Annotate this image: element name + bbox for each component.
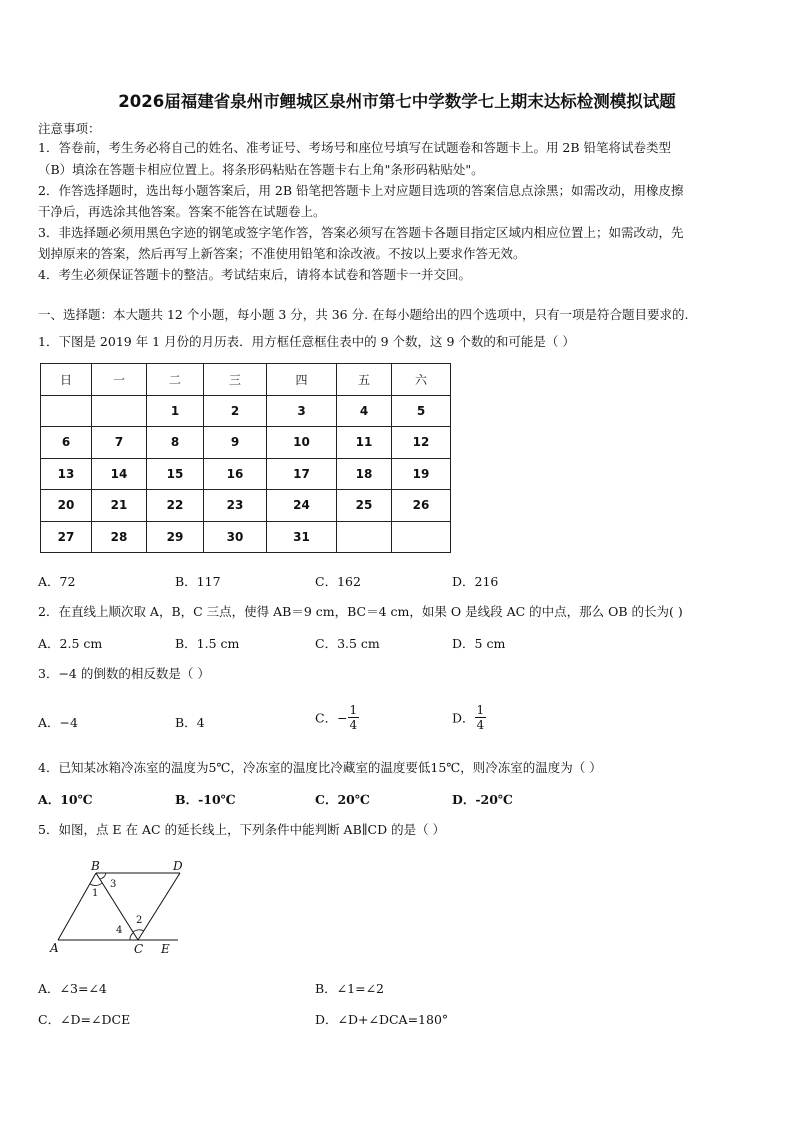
notice-item: 3．非选择题必须用黑色字迹的钢笔或签字笔作答，答案必须写在答题卡各题目指定区域内相应位置上；如需改动，先 [38, 225, 684, 240]
calendar-cell: 21 [92, 490, 147, 522]
option-d [452, 703, 486, 732]
option-b: B．4 [175, 715, 205, 730]
option-d: D．5 cm [452, 636, 506, 651]
calendar-row [41, 490, 451, 522]
geometry-figure [48, 855, 208, 959]
notice-item: 4．考生必须保证答题卡的整洁。考试结束后，请将本试卷和答题卡一并交回。 [38, 267, 471, 282]
calendar-cell: 23 [204, 490, 267, 522]
calendar-cell: 20 [41, 490, 92, 522]
calendar-cell: 14 [92, 458, 147, 490]
calendar-cell: 31 [267, 521, 337, 553]
calendar-cell: 17 [267, 458, 337, 490]
option-c: C．∠D=∠DCE [38, 1012, 131, 1027]
fraction-numerator: 1 [349, 703, 358, 717]
calendar-row [41, 427, 451, 459]
calendar-header-cell: 日 [41, 364, 92, 396]
angle-arc-1 [90, 883, 102, 886]
calendar-header-cell: 二 [147, 364, 204, 396]
calendar-cell: 29 [147, 521, 204, 553]
calendar-cell: 13 [41, 458, 92, 490]
angle-arc-4 [130, 933, 133, 940]
notice-item: 1．答卷前，考生务必将自己的姓名、准考证号、考场号和座位号填写在试题卷和答题卡上。用 2B 铅笔将试卷类型 [38, 140, 672, 155]
option-a: A．10℃ [38, 792, 93, 807]
calendar-cell [92, 395, 147, 427]
option-a: A．72 [38, 574, 76, 589]
calendar-cell: 7 [92, 427, 147, 459]
notice-item: 划掉原来的答案，然后再写上新答案；不准使用铅笔和涂改液。不按以上要求作答无效。 [38, 246, 526, 261]
option-c [315, 703, 359, 732]
angle-label-1: 1 [92, 888, 99, 899]
fraction-numerator: 1 [476, 703, 485, 717]
calendar-cell: 8 [147, 427, 204, 459]
option-a: A．2.5 cm [38, 636, 103, 651]
question-1-text: 1．下图是 2019 年 1 月份的月历表．用方框任意框住表中的 9 个数，这 9 个数的和可能是（ ） [38, 334, 575, 349]
question-2-text: 2．在直线上顺次取 A，B，C 三点，使得 AB＝9 cm，BC＝4 cm，如果 O 是线段 AC 的中点，那么 OB 的长为( ) [38, 604, 683, 619]
calendar-cell: 30 [204, 521, 267, 553]
fraction-denominator: 4 [349, 718, 358, 732]
point-label-b: B [91, 859, 100, 873]
option-b: B．117 [175, 574, 221, 589]
notice-item: （B）填涂在答题卡相应位置上。将条形码粘贴在答题卡右上角"条形码粘贴处"。 [38, 162, 484, 177]
notice-item: 2．作答选择题时，选出每小题答案后，用 2B 铅笔把答题卡上对应题目选项的答案信息点涂黑；如需改动，用橡皮擦 [38, 183, 684, 198]
option-d: D．-20℃ [452, 792, 513, 807]
calendar-cell: 25 [337, 490, 392, 522]
option-b: B．∠1=∠2 [315, 981, 385, 996]
calendar-cell: 11 [337, 427, 392, 459]
option-d-prefix: D． [452, 710, 475, 726]
calendar-header-cell: 六 [392, 364, 451, 396]
segment-cd [138, 873, 180, 940]
angle-arc-3 [100, 873, 106, 879]
point-label-e: E [161, 942, 170, 956]
option-c: C．20℃ [315, 792, 370, 807]
calendar-cell: 27 [41, 521, 92, 553]
page-title: 2026届福建省泉州市鲤城区泉州市第七中学数学七上期末达标检测模拟试题 [118, 92, 676, 111]
notice-item: 干净后，再选涂其他答案。答案不能答在试题卷上。 [38, 204, 326, 219]
calendar-cell: 28 [92, 521, 147, 553]
calendar-cell [337, 521, 392, 553]
angle-label-4: 4 [116, 925, 123, 936]
calendar-cell: 26 [392, 490, 451, 522]
option-d: D．∠D+∠DCA=180° [315, 1012, 449, 1027]
angle-label-3: 3 [110, 879, 117, 890]
notice-label: 注意事项： [38, 121, 101, 136]
calendar-cell: 18 [337, 458, 392, 490]
question-3-text: 3．−4 的倒数的相反数是（ ） [38, 666, 210, 681]
option-b: B．-10℃ [175, 792, 236, 807]
calendar-header-cell: 四 [267, 364, 337, 396]
calendar-cell: 10 [267, 427, 337, 459]
calendar-cell: 12 [392, 427, 451, 459]
calendar-cell: 16 [204, 458, 267, 490]
calendar-cell: 9 [204, 427, 267, 459]
calendar-cell: 3 [267, 395, 337, 427]
point-label-d: D [173, 859, 183, 873]
option-b: B．1.5 cm [175, 636, 240, 651]
option-c: C．3.5 cm [315, 636, 380, 651]
calendar-header-cell: 三 [204, 364, 267, 396]
calendar-cell: 4 [337, 395, 392, 427]
calendar-header-cell: 一 [92, 364, 147, 396]
section-heading: 一、选择题：本大题共 12 个小题，每小题 3 分，共 36 分. 在每小题给出的四个选项中，只有一项是符合题目要求的. [38, 307, 689, 322]
calendar-cell [392, 521, 451, 553]
option-c: C．162 [315, 574, 361, 589]
calendar-cell: 6 [41, 427, 92, 459]
fraction [348, 703, 360, 732]
calendar-cell: 2 [204, 395, 267, 427]
calendar-cell: 1 [147, 395, 204, 427]
calendar-row [41, 458, 451, 490]
segment-ab [58, 873, 99, 940]
calendar-cell [41, 395, 92, 427]
angle-label-2: 2 [136, 915, 143, 926]
calendar-header-row [41, 364, 451, 396]
point-label-c: C [134, 942, 144, 956]
fraction [475, 703, 487, 732]
calendar-cell: 24 [267, 490, 337, 522]
calendar-cell: 19 [392, 458, 451, 490]
option-a: A．∠3=∠4 [38, 981, 107, 996]
option-a: A．−4 [38, 715, 78, 730]
calendar-cell: 22 [147, 490, 204, 522]
point-label-a: A [50, 941, 59, 955]
calendar-row [41, 521, 451, 553]
calendar-row [41, 395, 451, 427]
option-c-prefix: C．− [315, 710, 348, 726]
question-4-text: 4．已知某冰箱冷冻室的温度为5℃，冷冻室的温度比冷藏室的温度要低15℃，则冷冻室的温度为（ ） [38, 760, 602, 775]
calendar-cell: 15 [147, 458, 204, 490]
calendar-cell: 5 [392, 395, 451, 427]
option-d: D．216 [452, 574, 499, 589]
question-5-text: 5．如图，点 E 在 AC 的延长线上，下列条件中能判断 AB∥CD 的是（ ） [38, 822, 446, 837]
fraction-denominator: 4 [476, 718, 485, 732]
calendar-table [40, 363, 451, 553]
angle-arc-2 [133, 930, 144, 932]
calendar-header-cell: 五 [337, 364, 392, 396]
